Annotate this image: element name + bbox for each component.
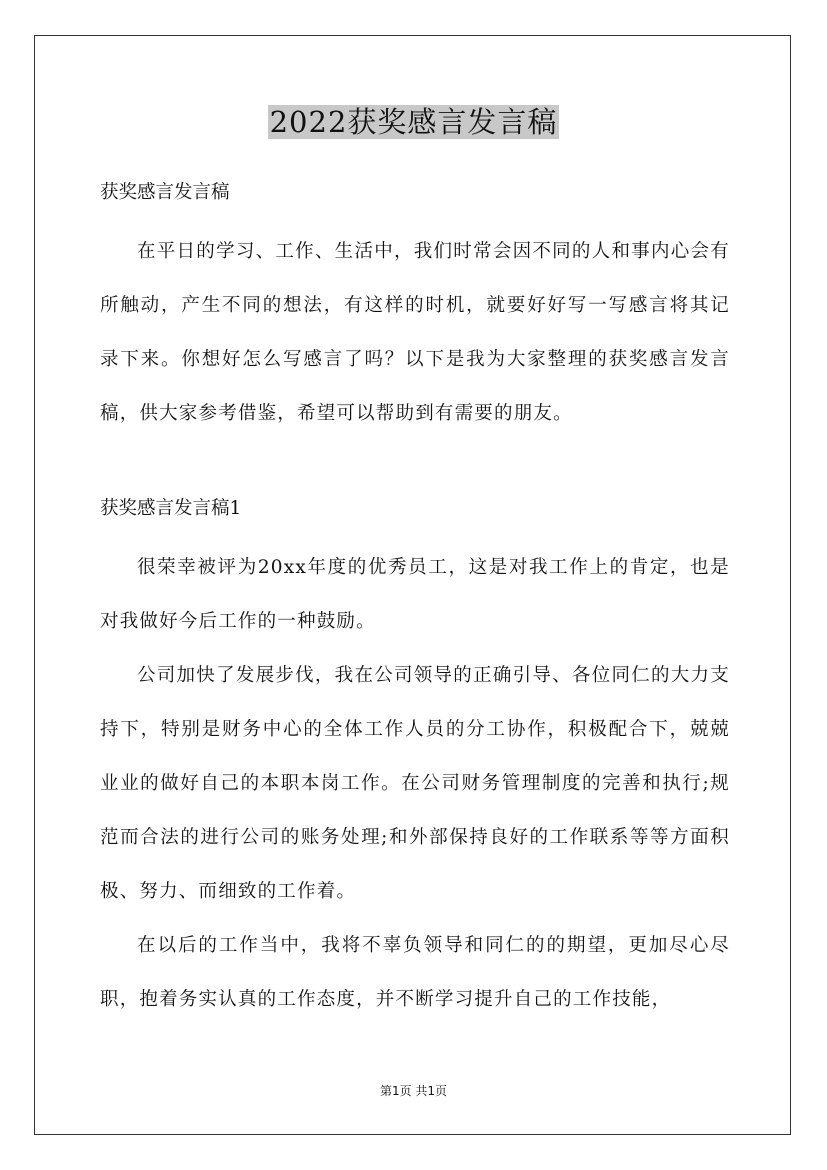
intro-paragraph: 在平日的学习、工作、生活中，我们时常会因不同的人和事内心会有所触动，产生不同的想法，有这样的时机，就要好好写一写感言将其记录下来。你想好怎么写感言了吗？以下是我为大家整理的获奖感言发言稿，供大家参考借鉴，希望可以帮助到有需要的朋友。	[100, 241, 730, 424]
body-paragraph: 在以后的工作当中，我将不辜负领导和同仁的的期望，更加尽心尽职，抱着务实认真的工作态度，并不断学习提升自己的工作技能，	[100, 935, 730, 1010]
spacer	[100, 441, 730, 489]
section-title: 获奖感言发言稿1	[100, 498, 242, 519]
document-subtitle: 获奖感言发言稿	[100, 182, 230, 203]
document-title	[0, 100, 827, 144]
page-number-footer: 第1页 共1页	[379, 1084, 448, 1098]
spacer	[100, 213, 730, 225]
spacer	[100, 529, 730, 541]
body-paragraph: 公司加快了发展步伐，我在公司领导的正确引导、各位同仁的大力支持下，特别是财务中心的全体工作人员的分工协作，积极配合下，兢兢业业的做好自己的本职本岗工作。在公司财务管理制度的完善和执行;规范而合法的进行公司的账务处理;和外部保持良好的工作联系等等方面积极、努力、而细致的工作着。	[100, 665, 730, 902]
body-paragraph: 很荣幸被评为20xx年度的优秀员工，这是对我工作上的肯定，也是对我做好今后工作的一种鼓励。	[100, 557, 730, 632]
document-body	[100, 173, 730, 1027]
document-title-text: 2022获奖感言发言稿	[269, 105, 558, 139]
